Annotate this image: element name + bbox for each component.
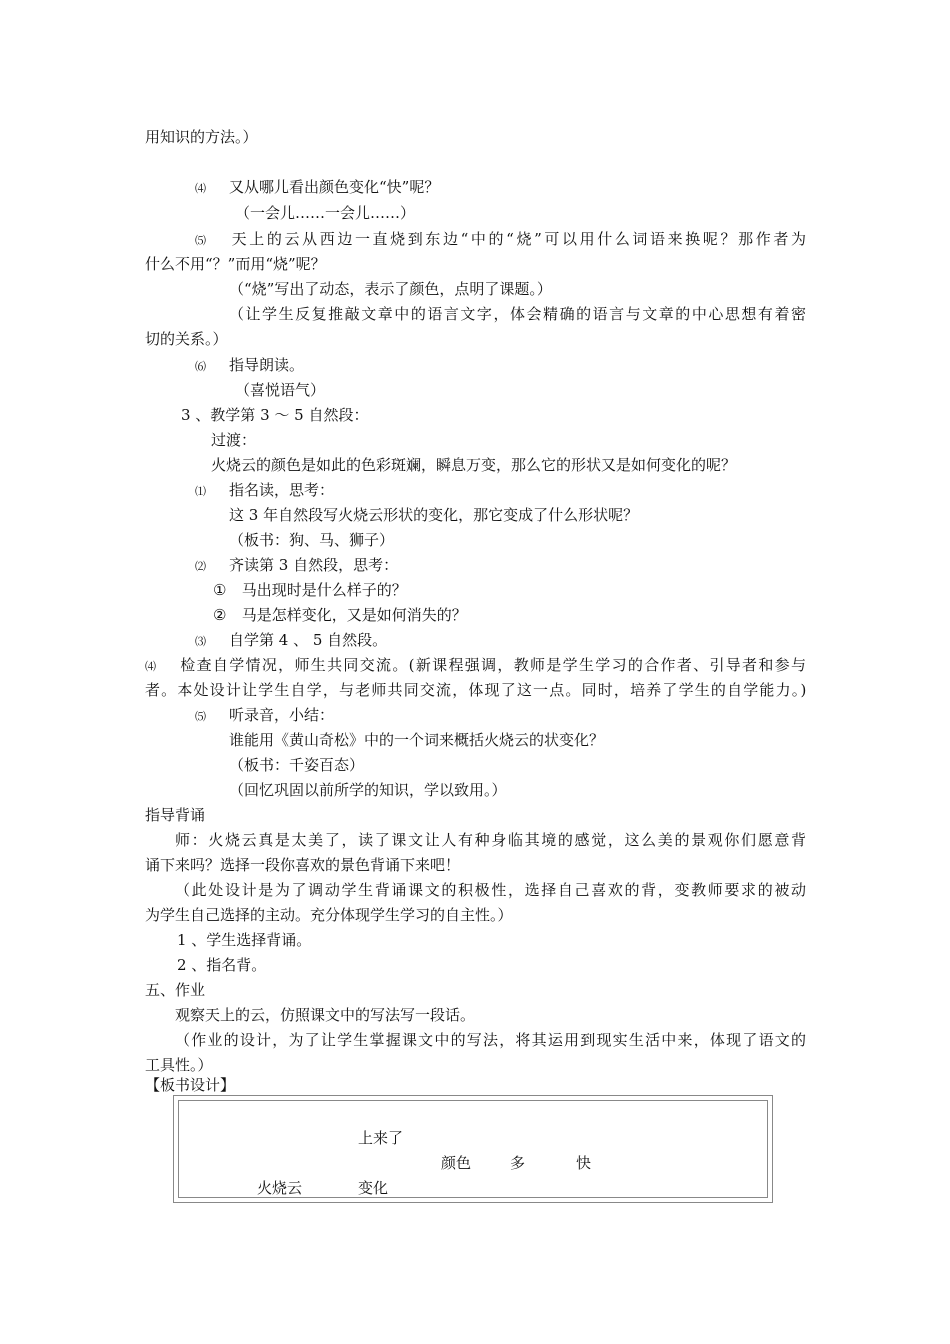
text-line: 过渡： <box>211 431 257 449</box>
text-line <box>145 655 806 677</box>
board-word: 火烧云 <box>257 1179 303 1197</box>
text-line <box>195 177 439 199</box>
section-heading: 指导背诵 <box>145 806 206 824</box>
text-line: 1 、学生选择背诵。 <box>177 931 312 949</box>
item-number: ⑷ <box>195 182 206 195</box>
board-word: 变化 <box>358 1179 389 1197</box>
text-line: （“烧”写出了动态，表示了颜色，点明了课题。） <box>229 280 552 298</box>
text-line: （让学生反复推敲文章中的语言文字，体会精确的语言与文章的中心思想有着密 <box>229 305 806 323</box>
text-line <box>195 705 334 727</box>
text-line: （板书：狗、马、狮子） <box>229 531 395 549</box>
text-line <box>213 580 407 600</box>
board-word: 快 <box>576 1154 592 1172</box>
text-line <box>195 630 387 652</box>
item-number: ① <box>213 581 227 599</box>
board-word: 多 <box>510 1154 526 1172</box>
item-number: ⑸ <box>195 234 206 247</box>
text-content: 检查自学情况，师生共同交流。(新课程强调，教师是学生学习的合作者、引导者和参与 <box>179 656 806 674</box>
text-line: （作业的设计，为了让学生掌握课文中的写法，将其运用到现实生活中来，体现了语文的 <box>175 1031 806 1049</box>
text-content: 指导朗读。 <box>229 356 305 374</box>
text-line: 观察天上的云，仿照课文中的写法写一段话。 <box>175 1006 476 1024</box>
text-content: 自学第 4 、 5 自然段。 <box>229 631 388 649</box>
board-word: 上来了 <box>358 1129 404 1147</box>
item-number: ⑹ <box>195 360 206 373</box>
text-content: 听录音，小结： <box>229 706 335 724</box>
text-line <box>195 355 304 377</box>
item-number: ⑵ <box>195 560 206 573</box>
item-number: ② <box>213 606 227 624</box>
text-line: 什么不用“？”而用“烧”呢？ <box>145 255 326 273</box>
item-number: ⑶ <box>195 635 206 648</box>
text-content: 又从哪儿看出颜色变化“快”呢？ <box>229 178 440 196</box>
text-content: 指名读，思考： <box>229 481 335 499</box>
text-line <box>213 605 467 625</box>
section-heading: 五、作业 <box>145 981 206 999</box>
text-line: 者。本处设计让学生自学，与老师共同交流，体现了这一点。同时，培养了学生的自学能力。) <box>145 681 806 699</box>
text-line <box>195 555 398 577</box>
text-line: （一会儿……一会儿……） <box>235 204 416 222</box>
section-heading: 【板书设计】 <box>145 1076 236 1094</box>
text-content: 马出现时是什么样子的？ <box>241 581 407 599</box>
item-number: ⑴ <box>195 485 206 498</box>
board-design-box <box>173 1095 773 1203</box>
text-line: 2 、指名背。 <box>177 956 267 974</box>
board-word: 颜色 <box>441 1154 472 1172</box>
text-line: （回忆巩固以前所学的知识，学以致用。） <box>229 781 507 799</box>
text-line: （此处设计是为了调动学生背诵课文的积极性，选择自己喜欢的背，变教师要求的被动 <box>175 881 806 899</box>
text-line: 切的关系。） <box>145 330 228 348</box>
text-content: 天上的云从西边一直烧到东边“中的“烧”可以用什么词语来换呢？那作者为 <box>229 230 806 248</box>
text-line: 工具性。） <box>145 1056 213 1074</box>
text-content: 齐读第 3 自然段，思考： <box>229 556 399 574</box>
text-line: 师：火烧云真是太美了，读了课文让人有种身临其境的感觉，这么美的景观你们愿意背 <box>175 831 806 849</box>
item-number: ⑸ <box>195 710 206 723</box>
text-line: 这 3 年自然段写火烧云形状的变化，那它变成了什么形状呢？ <box>229 506 639 524</box>
text-line: （板书：千姿百态） <box>229 756 365 774</box>
text-line <box>195 480 334 502</box>
text-line: 谁能用《黄山奇松》中的一个词来概括火烧云的状变化？ <box>229 731 605 749</box>
text-line: 3 、教学第 3 ～ 5 自然段： <box>181 406 369 424</box>
text-line: 为学生自己选择的主动。充分体现学生学习的自主性。） <box>145 906 513 924</box>
text-line: 火烧云的颜色是如此的色彩斑斓，瞬息万变，那么它的形状又是如何变化的呢？ <box>211 456 737 474</box>
text-content: 马是怎样变化，又是如何消失的？ <box>241 606 467 624</box>
text-line: （喜悦语气） <box>235 381 326 399</box>
item-number: ⑷ <box>145 660 156 673</box>
text-line <box>195 229 806 251</box>
text-line: 诵下来吗？选择一段你喜欢的景色背诵下来吧！ <box>145 856 461 874</box>
text-line: 用知识的方法。） <box>145 128 258 146</box>
